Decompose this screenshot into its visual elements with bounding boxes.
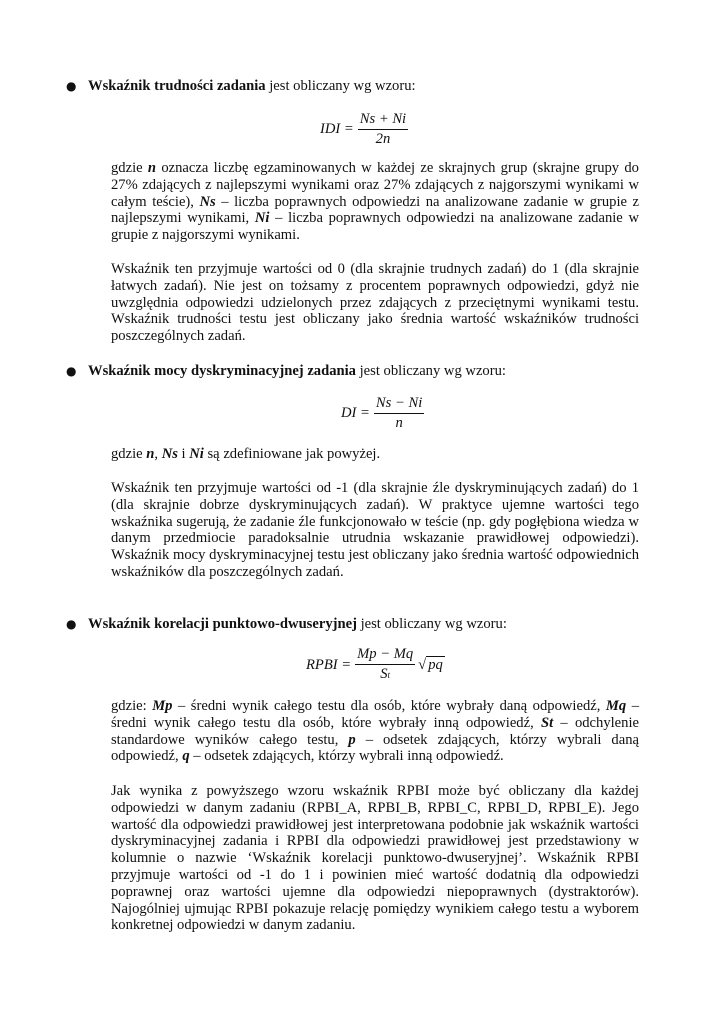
- formula-rpbi: [306, 645, 445, 685]
- formula-denominator: [355, 665, 415, 685]
- text-run: ,: [154, 446, 162, 462]
- paragraph-line: [111, 547, 639, 564]
- text-run: odpowiedź,: [111, 748, 183, 765]
- text-run: odpowiedzi w danym zadaniu (RPBI_A, RPBI_B, RPBI_C, RPBI_D, RPBI_E). Jego: [111, 799, 639, 816]
- paragraph-line: [111, 867, 639, 884]
- variable-symbol: Mp: [152, 698, 173, 714]
- paragraph-line: [111, 311, 639, 328]
- section3-para1: [111, 698, 639, 765]
- text-run: – odsetek zdających, którzy wybrali inną odpowiedź.: [189, 748, 504, 765]
- text-run: łatwych zadań). Nie jest on tożsamy z procentem poprawnych odpowiedzi, gdyż nie: [111, 277, 639, 294]
- paragraph-line: [111, 261, 639, 278]
- text-run: Wskaźnik ten przyjmuje wartości od 0 (dla skrajnie trudnych zadań) do 1 (dla skrajnie: [111, 261, 639, 277]
- text-run: wskaźnika sugerują, że zadanie źle funkcjonowało w teście (np. gdy pogłębiona wiedza w: [111, 513, 639, 530]
- section3-heading-rest: jest obliczany wg wzoru:: [356, 616, 507, 632]
- text-run: – liczba poprawnych odpowiedzi na analizowane zadanie w: [269, 210, 639, 227]
- paragraph-line: [111, 210, 639, 227]
- section3-heading: [66, 616, 507, 633]
- variable-symbol: Ns: [161, 446, 178, 462]
- text-run: Najogólniej ujmując RPBI pokazuje relację pomiędzy wynikiem całego testu a wyborem: [111, 900, 639, 917]
- paragraph-line: [111, 800, 639, 817]
- text-run: – średni wynik całego testu dla osób, które wybrały daną odpowiedź,: [172, 698, 606, 714]
- section1-heading-rest: jest obliczany wg wzoru:: [265, 78, 416, 94]
- variable-symbol: n: [146, 446, 155, 462]
- paragraph-line: [111, 194, 639, 211]
- variable-symbol: p: [348, 731, 356, 748]
- paragraph-line: [111, 295, 639, 312]
- formula-fraction: [374, 394, 424, 433]
- text-run: 27% zdających z najlepszymi wynikami oraz 27% zdających z najgorszymi wynikami w: [111, 176, 639, 193]
- section2-heading: [66, 363, 506, 380]
- text-run: poszczególnych zadań.: [111, 328, 246, 345]
- text-run: – odsetek zdających, którzy wybrali daną: [355, 731, 639, 748]
- paragraph-line: [111, 901, 639, 918]
- text-run: średni wynik całego testu dla osób, które wybrały inną odpowiedź,: [111, 714, 541, 731]
- paragraph-line: [111, 698, 639, 715]
- section2-para2: [111, 480, 639, 581]
- paragraph-line: [111, 177, 639, 194]
- bullet-icon: ●: [66, 617, 77, 631]
- text-run: oznacza liczbę egzaminowanych w każdej ze skrajnych grup (skrajne grupy do: [156, 160, 639, 176]
- text-run: – odchylenie: [553, 714, 639, 731]
- variable-symbol: St: [540, 714, 554, 731]
- variable-symbol: Mq: [605, 698, 627, 714]
- formula-denominator-sub: t: [387, 670, 391, 680]
- paragraph-line: [111, 884, 639, 901]
- formula-di: [341, 394, 424, 433]
- text-run: danym przedmiocie paradoksalnie utrudnia wskazanie prawidłowej odpowiedzi).: [111, 530, 639, 547]
- paragraph-line: [111, 328, 639, 345]
- paragraph-line: [111, 227, 639, 244]
- paragraph-line: [111, 278, 639, 295]
- text-run: uwzględnia odpowiedzi udzielonych przez zdających z przeciętnymi wynikami testu.: [111, 294, 639, 311]
- section1-heading-bold: Wskaźnik trudności zadania: [88, 78, 266, 94]
- paragraph-line: [111, 446, 639, 463]
- text-run: Jak wynika z powyższego wzoru wskaźnik RPBI może być obliczany dla każdej: [111, 783, 639, 799]
- text-run: – liczba poprawnych odpowiedzi na analizowane zadanie w grupie z: [215, 193, 639, 210]
- section2-para1: [111, 446, 639, 463]
- paragraph-line: [111, 917, 639, 934]
- paragraph-line: [111, 514, 639, 531]
- text-run: gdzie: [111, 160, 148, 176]
- text-run: przyjmuje wartości od -1 do 1 i powinien mieć wartość dodatnią dla odpowiedzi: [111, 866, 639, 883]
- text-run: Wskaźnik mocy dyskryminacyjnej testu jest obliczany jako średnia wartość odpowiednich: [111, 547, 640, 564]
- variable-symbol: n: [147, 160, 157, 176]
- formula-fraction: [358, 110, 408, 149]
- formula-sqrt-content: pq: [428, 656, 443, 673]
- text-run: standardowe wyników całego testu,: [111, 731, 349, 748]
- text-run: gdzie: [111, 446, 147, 462]
- formula-idi: [320, 110, 408, 149]
- text-run: najlepszymi wynikami,: [111, 210, 255, 227]
- formula-denominator: n: [395, 415, 403, 431]
- formula-fraction: [355, 645, 415, 685]
- formula-numerator: Mp − Mq: [355, 645, 415, 665]
- text-run: konkretnej odpowiedzi w danym zadaniu.: [111, 917, 356, 934]
- variable-symbol: Ns: [199, 193, 216, 210]
- paragraph-line: [111, 850, 639, 867]
- formula-lhs: DI =: [341, 405, 370, 422]
- section1-para2: [111, 261, 639, 345]
- bullet-icon: ●: [66, 364, 77, 378]
- formula-denominator-main: S: [380, 666, 388, 682]
- formula-lhs: RPBI =: [306, 656, 352, 673]
- text-run: poprawnej oraz wartości ujemne dla odpowiedzi niepoprawnych (dystraktorów).: [111, 883, 639, 900]
- formula-sqrt: [418, 657, 445, 674]
- paragraph-line: [111, 564, 639, 581]
- section1-para1: [111, 160, 639, 244]
- section2-heading-bold: Wskaźnik mocy dyskryminacyjnej zadania: [88, 363, 356, 379]
- variable-symbol: Ni: [189, 446, 204, 462]
- paragraph-line: [111, 748, 639, 765]
- text-run: grupie z najgorszymi wynikami.: [111, 227, 300, 244]
- paragraph-line: [111, 732, 639, 749]
- text-run: kolumnie o nazwie ‘Wskaźnik korelacji punktowo-dwuseryjnej’. Wskaźnik RPBI: [111, 850, 639, 867]
- variable-symbol: Ni: [254, 210, 270, 227]
- bullet-icon: ●: [66, 79, 77, 93]
- text-run: i: [177, 446, 190, 462]
- text-run: dyskryminacyjnej zadania i RPBI dla odpowiedzi prawidłowej jest przedstawiony w: [111, 833, 639, 850]
- variable-symbol: q: [182, 748, 190, 765]
- text-run: Wskaźnik ten przyjmuje wartości od -1 (dla skrajnie źle dyskryminujących zadań) do 1: [111, 480, 639, 496]
- formula-lhs: IDI =: [320, 121, 354, 138]
- paragraph-line: [111, 817, 639, 834]
- text-run: Wskaźnik trudności testu jest obliczany jako średnia wartość wskaźników trudności: [111, 311, 639, 328]
- section2-heading-rest: jest obliczany wg wzoru:: [355, 363, 506, 379]
- paragraph-line: [111, 160, 639, 177]
- text-run: wskaźników dla poszczególnych zadań.: [111, 563, 344, 580]
- formula-numerator: Ns − Ni: [374, 394, 424, 414]
- paragraph-line: [111, 480, 639, 497]
- text-run: gdzie:: [111, 698, 153, 714]
- text-run: wartość dla odpowiedzi prawidłowej jest interpretowana podobnie jak wskaźnik wartości: [111, 816, 639, 833]
- paragraph-line: [111, 783, 639, 800]
- paragraph-line: [111, 833, 639, 850]
- paragraph-line: [111, 715, 639, 732]
- section1-heading: [66, 78, 416, 95]
- text-run: całym teście),: [111, 193, 200, 210]
- formula-numerator: Ns + Ni: [358, 110, 408, 130]
- section3-para2: [111, 783, 639, 934]
- text-run: –: [626, 698, 639, 714]
- paragraph-line: [111, 530, 639, 547]
- formula-denominator: 2n: [375, 131, 391, 147]
- sqrt-sign-icon: √: [418, 656, 427, 673]
- section3-heading-bold: Wskaźnik korelacji punktowo-dwuseryjnej: [88, 616, 357, 632]
- text-run: są zdefiniowane jak powyżej.: [203, 446, 381, 462]
- paragraph-line: [111, 497, 639, 514]
- text-run: (dla skrajnie dobrze dyskryminujących zadań). W praktyce ujemne wartości tego: [111, 496, 639, 513]
